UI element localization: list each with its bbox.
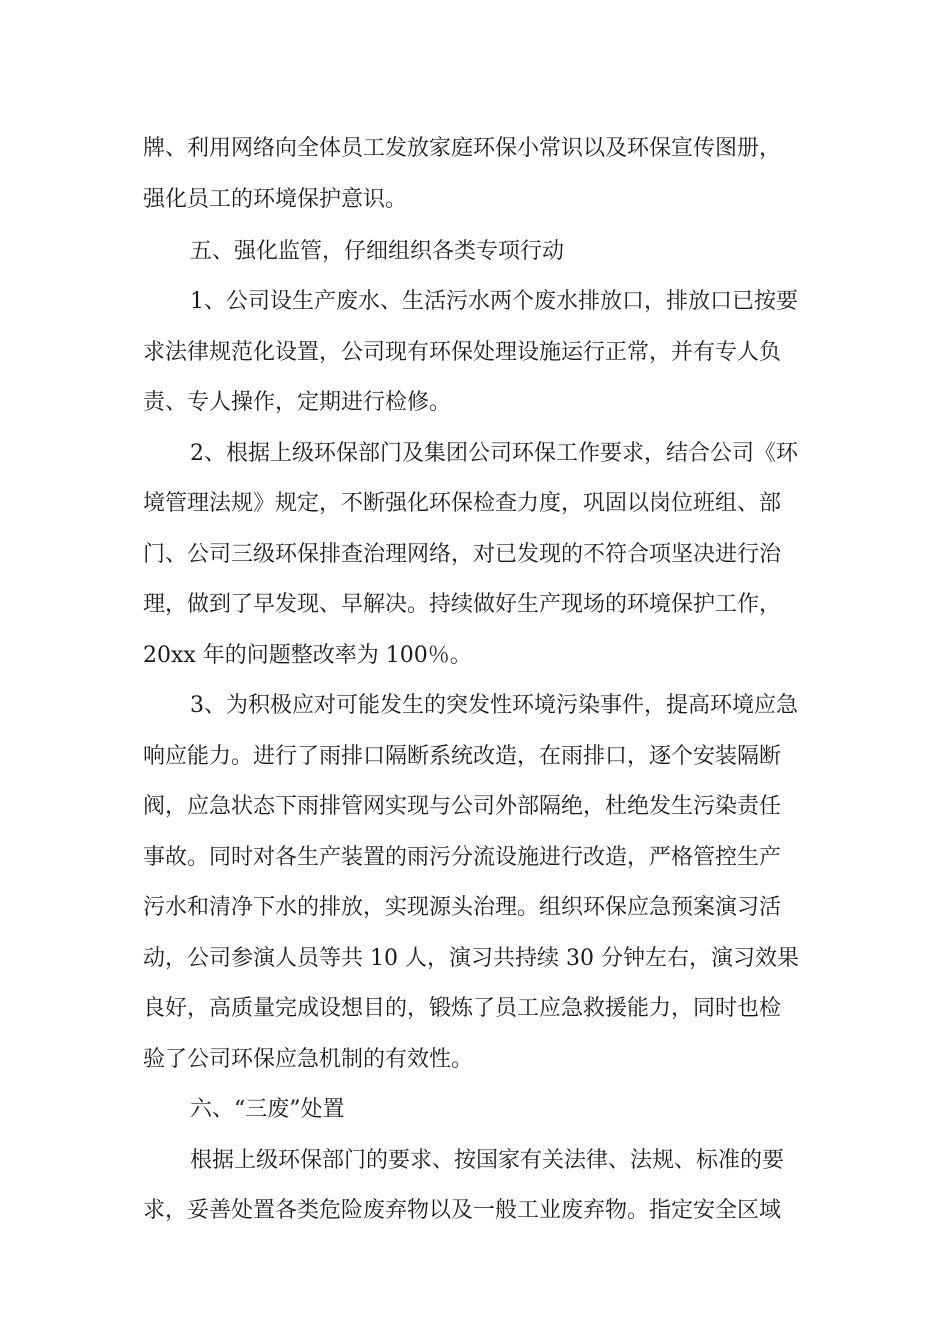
text-line: 良好，高质量完成设想目的，锻炼了员工应急救援能力，同时也检 [143,996,782,1021]
text-line: 根据上级环保部门的要求、按国家有关法律、法规、标准的要 [190,1148,785,1173]
text-line: 3、为积极应对可能发生的突发性环境污染事件，提高环境应急 [190,693,798,718]
text-line: 牌、利用网络向全体员工发放家庭环保小常识以及环保宣传图册， [143,136,782,161]
text-line: 门、公司三级环保排查治理网络，对已发现的不符合项坚决进行治 [143,542,782,567]
text-line: 动，公司参演人员等共 10 人，演习共持续 30 分钟左右，演习效果 [143,946,799,971]
text-line: 验了公司环保应急机制的有效性。 [143,1047,474,1072]
text-line: 污水和清净下水的排放，实现源头治理。组织环保应急预案演习活 [143,895,782,920]
text-line: 响应能力。进行了雨排口隔断系统改造，在雨排口，逐个安装隔断 [143,744,782,769]
text-line: 2、根据上级环保部门及集团公司环保工作要求，结合公司《环 [190,441,798,466]
text-line: 事故。同时对各生产装置的雨污分流设施进行改造，严格管控生产 [143,845,782,870]
text-line: 20xx 年的问题整改率为 100％。 [143,643,472,668]
text-line: 强化员工的环境保护意识。 [143,187,408,212]
text-line: 求法律规范化设置，公司现有环保处理设施运行正常，并有专人负 [143,340,782,365]
text-line: 求，妥善处置各类危险废弃物以及一般工业废弃物。指定安全区域 [143,1198,782,1223]
section-heading: 六、“三废”处置 [190,1097,345,1122]
text-line: 理，做到了早发现、早解决。持续做好生产现场的环境保护工作， [143,592,782,617]
text-line: 1、公司设生产废水、生活污水两个废水排放口，排放口已按要 [190,289,798,314]
text-line: 责、专人操作，定期进行检修。 [143,390,452,415]
text-line: 境管理法规》规定，不断强化环保检查力度，巩固以岗位班组、部 [143,491,782,516]
section-heading: 五、强化监管，仔细组织各类专项行动 [190,239,565,264]
text-line: 阀，应急状态下雨排管网实现与公司外部隔绝，杜绝发生污染责任 [143,794,782,819]
